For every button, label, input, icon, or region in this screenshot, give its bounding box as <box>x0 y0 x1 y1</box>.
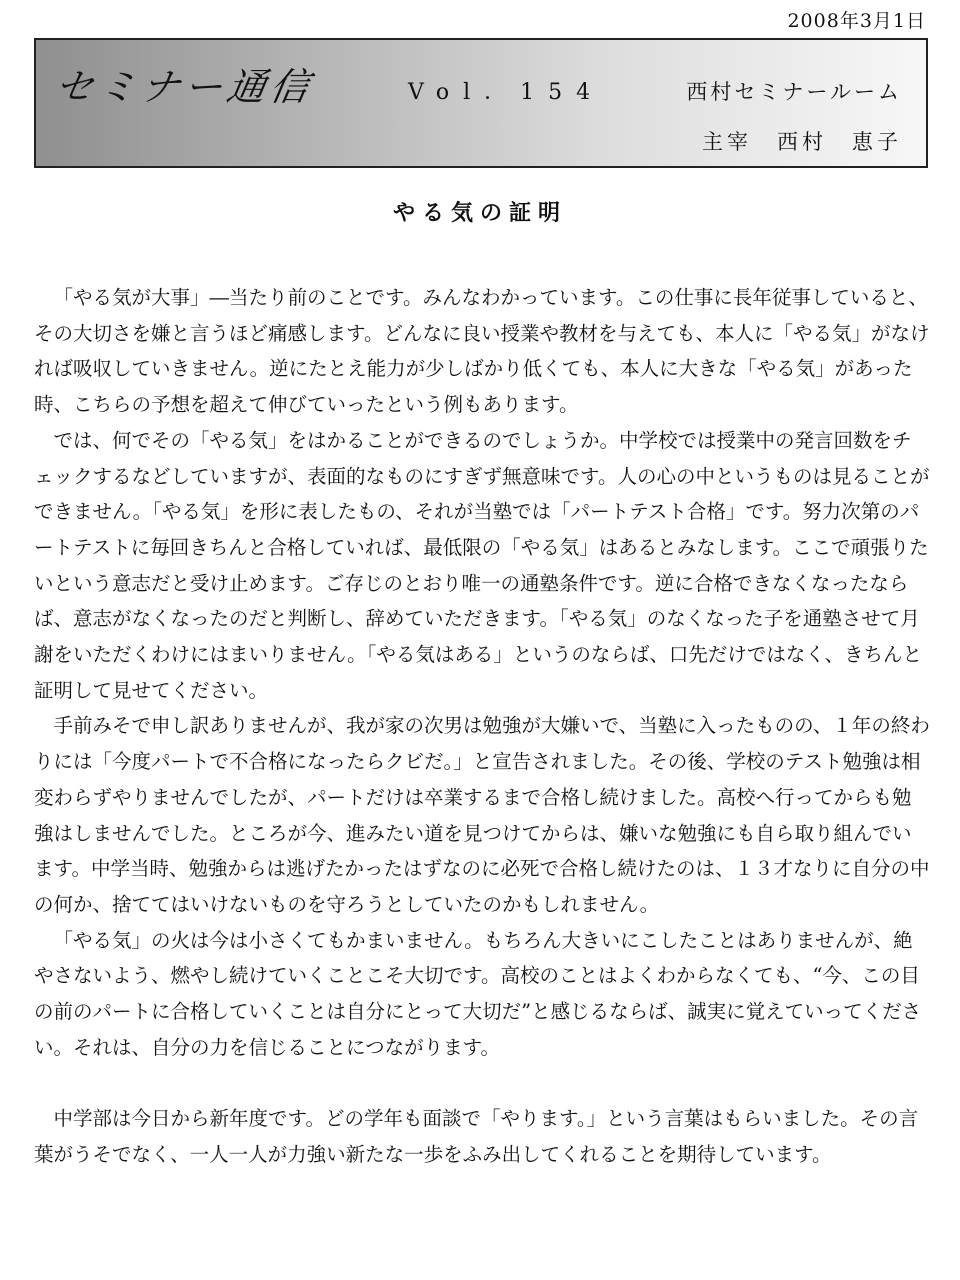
article-body <box>34 280 930 1173</box>
newsletter-header <box>34 38 928 168</box>
article-heading: やる気の証明 <box>392 200 567 226</box>
article-paragraph: 「やる気が大事」―当たり前のことです。みんなわかっています。この仕事に長年従事していると、その大切さを嫌と言うほど痛感します。どんなに良い授業や教材を与えても、本人に「やる気」がなければ吸収していきません。逆にたとえ能力が少しばかり低くても、本人に大きな「やる気」があった時、こちらの予想を超えて伸びていったという例もあります。 <box>34 286 930 417</box>
article-paragraph: では、何でその「やる気」をはかることができるのでしょうか。中学校では授業中の発言回数をチェックするなどしていますが、表面的なものにすぎず無意味です。人の心の中というものは見ることができません。「やる気」を形に表したもの、それが当塾では「パートテスト合格」です。努力次第のパートテストに毎回きちんと合格していれば、最低限の「やる気」はあるとみなします。ここで頑張りたいという意志だと受け止めます。ご存じのとおり唯一の通塾条件です。逆に合格できなくなったならば、意志がなくなったのだと判断し、辞めていただきます。「やる気」のなくなった子を通塾させて月謝をいただくわけにはまいりません。「やる気はある」というのならば、口先だけではなく、きちんと証明して見せてください。 <box>34 428 930 702</box>
article-paragraph: 「やる気」の火は今は小さくてもかまいません。もちろん大きいにこしたことはありませんが、絶やさないよう、燃やし続けていくことこそ大切です。高校のことはよくわからなくても、“今、この目の前のパートに合格していくことは自分にとって大切だ”と感じるならば、誠実に覚えていってください。それは、自分の力を信じることにつながります。 <box>34 928 922 1059</box>
article-paragraph: 手前みそで申し訳ありませんが、我が家の次男は勉強が大嫌いで、当塾に入ったものの、１年の終わりには「今度パートで不合格になったらクビだ。」と宣告されました。その後、学校のテスト勉強は相変わらずやりませんでしたが、パートだけは卒業するまで合格し続けました。高校へ行ってからも勉強はしませんでした。ところが今、進みたい道を見つけてからは、嫌いな勉強にも自ら取り組んでいます。中学当時、勉強からは逃げたかったはずなのに必死で合格し続けたのは、１３才なりに自分の中の何か、捨ててはいけないものを守ろうとしていたのかもしれません。 <box>34 714 930 916</box>
newsletter-title: セミナー通信 <box>51 65 318 109</box>
volume-number: Vol．154 <box>408 80 605 105</box>
author-name: 主宰 西村 恵子 <box>702 130 902 154</box>
issue-date: 2008年3月1日 <box>787 10 926 32</box>
closing-paragraph: 中学部は今日から新年度です。どの学年も面談で「やります。」という言葉はもらいました。その言葉がうそでなく、一人一人が力強い新たな一歩をふみ出してくれることを期待しています。 <box>34 1107 919 1167</box>
organization-name: 西村セミナールーム <box>686 80 902 104</box>
